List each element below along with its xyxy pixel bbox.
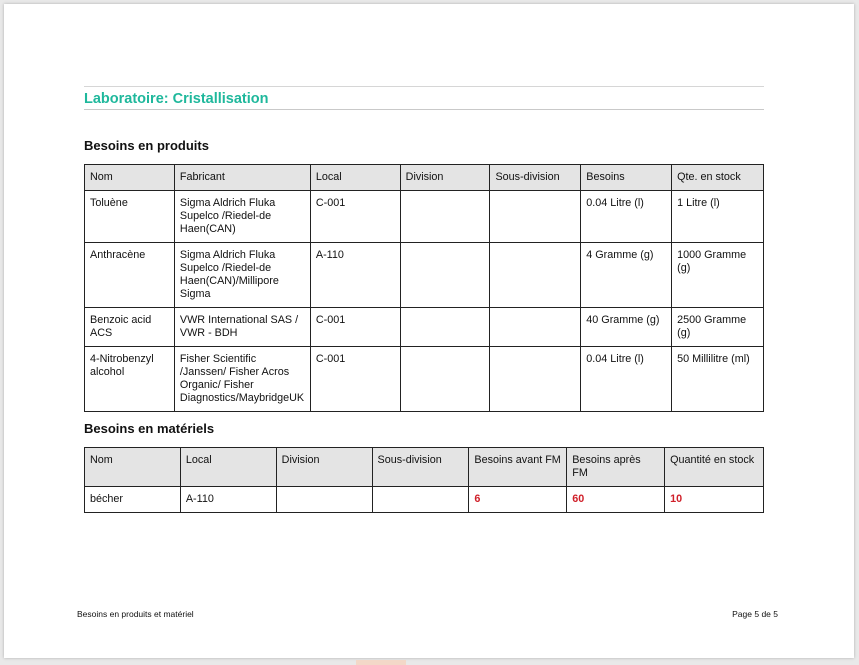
cell-besoins: 0.04 Litre (l)	[581, 347, 672, 412]
cell-sous-division	[490, 243, 581, 308]
cell-besoins-apres: 60	[567, 487, 665, 513]
products-col-besoins: Besoins	[581, 165, 672, 191]
bottom-tab	[356, 660, 406, 665]
cell-stock: 1000 Gramme (g)	[672, 243, 764, 308]
materials-header-row	[85, 448, 764, 487]
title-block	[84, 86, 764, 110]
cell-local: C-001	[310, 308, 400, 347]
materials-col-local: Local	[180, 448, 276, 487]
table-row	[85, 487, 764, 513]
products-col-fabricant: Fabricant	[174, 165, 310, 191]
cell-fabricant: Fisher Scientific /Janssen/ Fisher Acros Organic/ Fisher Diagnostics/MaybridgeUK	[174, 347, 310, 412]
cell-besoins: 40 Gramme (g)	[581, 308, 672, 347]
cell-besoins-avant: 6	[469, 487, 567, 513]
table-row	[85, 347, 764, 412]
cell-sous-division	[490, 347, 581, 412]
materials-col-division: Division	[276, 448, 372, 487]
cell-stock: 50 Millilitre (ml)	[672, 347, 764, 412]
cell-local: C-001	[310, 191, 400, 243]
footer-left: Besoins en produits et matériel	[77, 609, 194, 619]
cell-division	[400, 308, 490, 347]
cell-division	[400, 191, 490, 243]
cell-nom: Anthracène	[85, 243, 175, 308]
products-col-division: Division	[400, 165, 490, 191]
materials-col-nom: Nom	[85, 448, 181, 487]
cell-besoins: 0.04 Litre (l)	[581, 191, 672, 243]
products-header-row	[85, 165, 764, 191]
products-col-sous-division: Sous-division	[490, 165, 581, 191]
table-row	[85, 308, 764, 347]
cell-nom: Benzoic acid ACS	[85, 308, 175, 347]
cell-fabricant: Sigma Aldrich Fluka Supelco /Riedel-de Haen(CAN)/Millipore Sigma	[174, 243, 310, 308]
page-title: Laboratoire: Cristallisation	[84, 91, 269, 107]
materials-col-sous-division: Sous-division	[372, 448, 469, 487]
cell-fabricant: Sigma Aldrich Fluka Supelco /Riedel-de Haen(CAN)	[174, 191, 310, 243]
cell-nom: Toluène	[85, 191, 175, 243]
cell-division	[400, 347, 490, 412]
cell-sous-division	[490, 308, 581, 347]
cell-division	[400, 243, 490, 308]
cell-stock: 1 Litre (l)	[672, 191, 764, 243]
products-col-local: Local	[310, 165, 400, 191]
cell-sous-division	[490, 191, 581, 243]
cell-besoins: 4 Gramme (g)	[581, 243, 672, 308]
products-col-stock: Qte. en stock	[672, 165, 764, 191]
table-row	[85, 191, 764, 243]
materials-heading: Besoins en matériels	[84, 421, 215, 436]
products-col-nom: Nom	[85, 165, 175, 191]
cell-quantite: 10	[665, 487, 764, 513]
cell-division	[276, 487, 372, 513]
materials-col-besoins-apres: Besoins après FM	[567, 448, 665, 487]
materials-col-besoins-avant: Besoins avant FM	[469, 448, 567, 487]
cell-fabricant: VWR International SAS / VWR - BDH	[174, 308, 310, 347]
page-number: Page 5 de 5	[732, 609, 778, 619]
cell-sous-division	[372, 487, 469, 513]
cell-local: A-110	[310, 243, 400, 308]
cell-stock: 2500 Gramme (g)	[672, 308, 764, 347]
products-heading: Besoins en produits	[84, 138, 209, 153]
cell-nom: bécher	[85, 487, 181, 513]
products-table	[84, 164, 764, 412]
cell-local: C-001	[310, 347, 400, 412]
cell-local: A-110	[180, 487, 276, 513]
table-row	[85, 243, 764, 308]
cell-nom: 4-Nitrobenzyl alcohol	[85, 347, 175, 412]
materials-table	[84, 447, 764, 513]
title-rule-bottom	[84, 109, 764, 110]
materials-col-quantite: Quantité en stock	[665, 448, 764, 487]
